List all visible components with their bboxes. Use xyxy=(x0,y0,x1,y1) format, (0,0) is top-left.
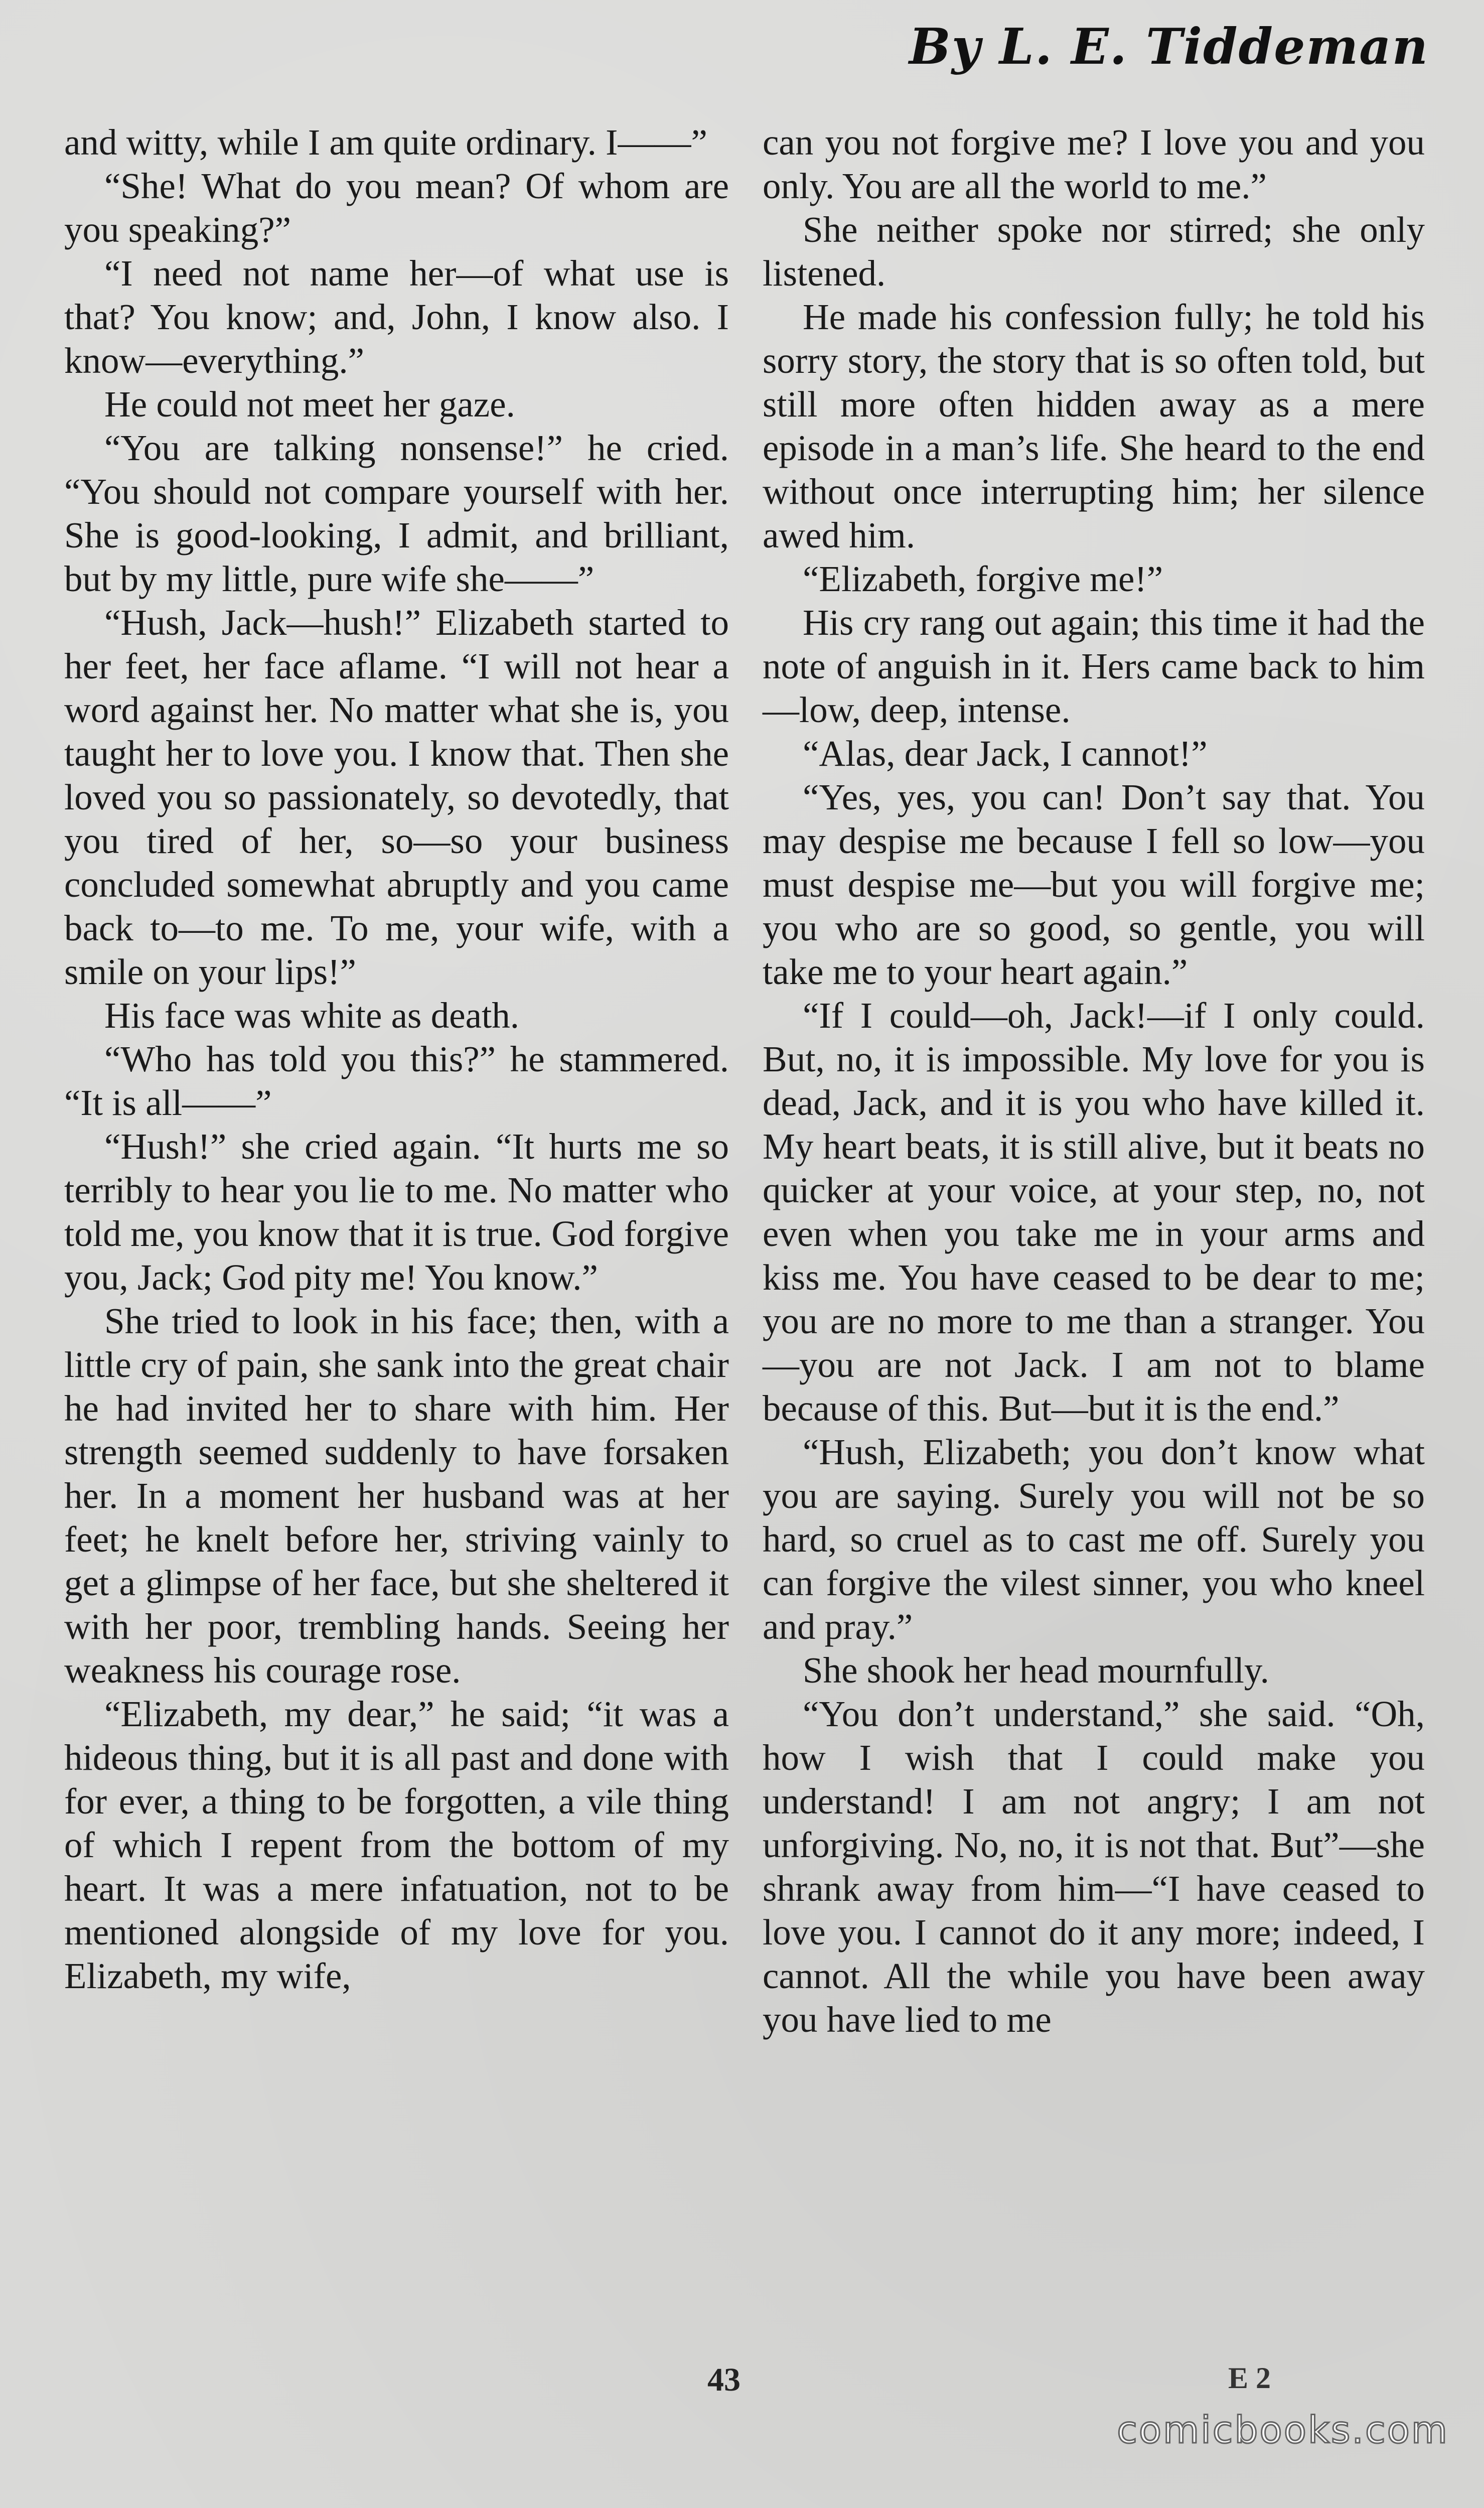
paragraph: “You don’t understand,” she said. “Oh, how I wish that I could make you understand! I am not angry; I am not unforgiving. No, no, it is not that. But”—she shrank away from him—“I have ceased to love you. I cannot do it any more; indeed, I cannot. All the while you have been away you have lied to me xyxy=(763,1694,1425,2040)
paragraph: She neither spoke nor stirred; she only listened. xyxy=(763,209,1425,294)
paragraph: He made his confession fully; he told his sorry story, the story that is so often told, but still more often hidden away as a mere episode in a man’s life. She heard to the end without once interrupting him; her silence awed him. xyxy=(763,297,1425,555)
paragraph: His cry rang out again; this time it had the note of anguish in it. Hers came back to him—low, deep, intense. xyxy=(763,602,1425,730)
left-text-column xyxy=(64,120,729,1998)
paragraph: “Elizabeth, forgive me!” xyxy=(803,559,1163,599)
paragraph: She shook her head mournfully. xyxy=(803,1650,1269,1691)
paragraph: “Hush!” she cried again. “It hurts me so terribly to hear you lie to me. No matter who told me, you know that it is true. God forgive you, Jack; God pity me! You know.” xyxy=(64,1126,729,1298)
paragraph: and witty, while I am quite ordinary. I——” xyxy=(64,122,707,163)
paragraph: His face was white as death. xyxy=(104,995,520,1036)
signature-mark: E 2 xyxy=(1228,2361,1271,2395)
paragraph: “Yes, yes, you can! Don’t say that. You may despise me because I fell so low—you must despise me—but you will forgive me; you who are so good, so gentle, you will take me to your heart again.” xyxy=(763,777,1425,992)
paragraph: She tried to look in his face; then, with a little cry of pain, she sank into the great chair he had invited her to share with him. Her strength seemed suddenly to have forsaken her. In a moment her husband was at her feet; he knelt before her, striving vainly to get a glimpse of her face, but she sheltered it with her poor, trembling hands. Seeing her weakness his courage rose. xyxy=(64,1301,729,1691)
paragraph: can you not forgive me? I love you and you only. You are all the world to me.” xyxy=(763,122,1425,206)
right-text-column xyxy=(763,120,1425,2041)
paragraph: “Hush, Jack—hush!” Elizabeth started to her feet, her face aflame. “I will not hear a word against her. No matter what she is, you taught her to love you. I know that. Then she loved you so passionately, so devotedly, that you tired of her, so—so your business concluded somewhat abruptly and you came back to—to me. To me, your wife, with a smile on your lips!” xyxy=(64,602,729,992)
paragraph: “I need not name her—of what use is that? You know; and, John, I know also. I know—everything.” xyxy=(64,253,729,381)
paragraph: “Hush, Elizabeth; you don’t know what you are saying. Surely you will not be so hard, so cruel as to cast me off. Surely you can forgive the vilest sinner, you who kneel and pray.” xyxy=(763,1432,1425,1647)
paragraph: “You are talking nonsense!” he cried. “You should not compare yourself with her. She is good-looking, I admit, and brilliant, but by my little, pure wife she——” xyxy=(64,428,729,599)
paragraph: “If I could—oh, Jack!—if I only could. But, no, it is impossible. My love for you is dead, Jack, and it is you who have killed it. My heart beats, it is still alive, but it beats no quicker at your voice, at your step, no, not even when you take me in your arms and kiss me. You have ceased to be dear to me; you are no more to me than a stranger. You—you are not Jack. I am not to blame because of this. But—but it is the end.” xyxy=(763,995,1425,1429)
paragraph: “Who has told you this?” he stammered. “It is all——” xyxy=(64,1039,729,1123)
site-watermark: comicbooks.com xyxy=(1117,2409,1449,2452)
paragraph: He could not meet her gaze. xyxy=(104,384,515,425)
paragraph: “She! What do you mean? Of whom are you speaking?” xyxy=(64,166,729,250)
page-number: 43 xyxy=(707,2361,740,2398)
paragraph: “Elizabeth, my dear,” he said; “it was a hideous thing, but it is all past and done with for ever, a thing to be forgotten, a vile thing of which I repent from the bottom of my heart. It was a mere infatuation, not to be mentioned alongside of my love for you. Elizabeth, my wife, xyxy=(64,1694,729,1996)
author-byline: By L. E. Tiddeman xyxy=(909,18,1429,76)
paragraph: “Alas, dear Jack, I cannot!” xyxy=(803,733,1208,774)
